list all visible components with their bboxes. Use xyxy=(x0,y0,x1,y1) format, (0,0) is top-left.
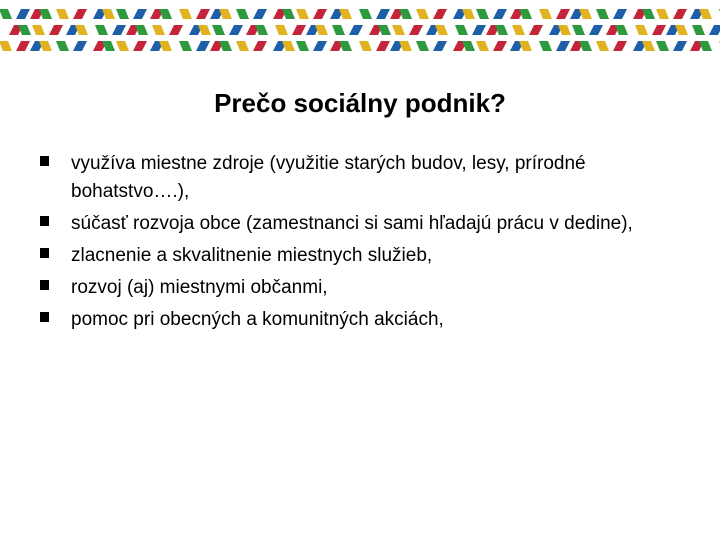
banner-stripe xyxy=(196,9,210,19)
banner-stripe xyxy=(455,25,468,35)
banner-stripe xyxy=(95,25,108,35)
banner-stripe xyxy=(179,41,192,51)
bullet-item xyxy=(40,210,700,238)
banner-stripe xyxy=(433,41,447,51)
banner-stripe xyxy=(556,9,570,19)
banner-stripe xyxy=(236,41,249,51)
banner-stripe xyxy=(16,9,30,19)
banner-stripe xyxy=(376,9,390,19)
banner-stripe xyxy=(332,25,345,35)
banner-stripe xyxy=(236,9,249,19)
banner-stripe xyxy=(539,41,552,51)
banner-stripe xyxy=(635,25,648,35)
slide-title: Prečo sociálny podnik? xyxy=(214,88,506,118)
banner-stripe xyxy=(349,25,363,35)
banner-stripe xyxy=(253,9,267,19)
square-bullet-icon xyxy=(40,280,49,290)
banner-stripe xyxy=(613,9,627,19)
banner-stripe xyxy=(433,9,447,19)
banner-stripe xyxy=(476,41,489,51)
banner-stripe xyxy=(112,25,126,35)
banner-stripe xyxy=(16,41,30,51)
banner-stripe xyxy=(673,41,687,51)
bullet-text: rozvoj (aj) miestnymi občanmi, xyxy=(71,277,328,298)
decorative-header-banner xyxy=(0,0,720,62)
banner-stripe xyxy=(392,25,405,35)
bullet-text: využíva miestne zdroje (využitie starých budov, lesy, prírodné bohatstvo….), xyxy=(71,153,586,202)
banner-stripe xyxy=(73,9,87,19)
banner-stripe xyxy=(296,41,309,51)
banner-stripe xyxy=(196,41,210,51)
banner-stripe xyxy=(0,41,12,51)
bullet-item xyxy=(40,242,700,270)
banner-stripe xyxy=(359,41,372,51)
square-bullet-icon xyxy=(40,248,49,258)
banner-stripe xyxy=(656,41,669,51)
bullet-list xyxy=(40,150,700,338)
bullet-text: zlacnenie a skvalitnenie miestnych služieb, xyxy=(71,245,433,266)
banner-stripe xyxy=(116,9,129,19)
banner-stripe xyxy=(0,9,12,19)
banner-stripe xyxy=(572,25,585,35)
bullet-item xyxy=(40,274,700,302)
banner-stripe xyxy=(512,25,525,35)
bullet-item xyxy=(40,306,700,334)
banner-stripe xyxy=(493,9,507,19)
banner-stripe xyxy=(539,9,552,19)
banner-stripe xyxy=(169,25,183,35)
banner-stripe xyxy=(56,41,69,51)
banner-stripe xyxy=(152,25,165,35)
banner-stripe xyxy=(133,9,147,19)
banner-stripe xyxy=(673,9,687,19)
banner-stripe xyxy=(656,9,669,19)
banner-stripe xyxy=(73,41,87,51)
banner-stripe xyxy=(613,41,627,51)
banner-stripe xyxy=(692,25,705,35)
banner-stripe xyxy=(313,41,327,51)
banner-stripe xyxy=(709,25,720,35)
banner-stripe xyxy=(416,9,429,19)
square-bullet-icon xyxy=(40,216,49,226)
bullet-text: súčasť rozvoja obce (zamestnanci si sami hľadajú prácu v dedine), xyxy=(71,213,633,234)
banner-stripe xyxy=(212,25,225,35)
banner-stripe xyxy=(376,41,390,51)
banner-stripe xyxy=(472,25,486,35)
banner-stripe xyxy=(296,9,309,19)
banner-stripe xyxy=(56,9,69,19)
banner-stripe xyxy=(493,41,507,51)
banner-stripe xyxy=(32,25,45,35)
banner-stripe xyxy=(253,41,267,51)
banner-stripe xyxy=(116,41,129,51)
bullet-text: pomoc pri obecných a komunitných akciách, xyxy=(71,309,444,330)
banner-stripe xyxy=(476,9,489,19)
square-bullet-icon xyxy=(40,156,49,166)
banner-stripe xyxy=(596,41,609,51)
banner-stripe xyxy=(292,25,306,35)
banner-stripe xyxy=(589,25,603,35)
banner-stripe xyxy=(529,25,543,35)
banner-stripe xyxy=(133,41,147,51)
banner-stripe xyxy=(275,25,288,35)
banner-stripe xyxy=(313,9,327,19)
banner-stripe xyxy=(359,9,372,19)
banner-stripe xyxy=(409,25,423,35)
banner-stripe xyxy=(229,25,243,35)
banner-stripe xyxy=(179,9,192,19)
bullet-item xyxy=(40,150,700,206)
banner-stripe xyxy=(596,9,609,19)
banner-stripe xyxy=(556,41,570,51)
square-bullet-icon xyxy=(40,312,49,322)
banner-stripe xyxy=(49,25,63,35)
banner-stripe xyxy=(416,41,429,51)
banner-stripe xyxy=(652,25,666,35)
